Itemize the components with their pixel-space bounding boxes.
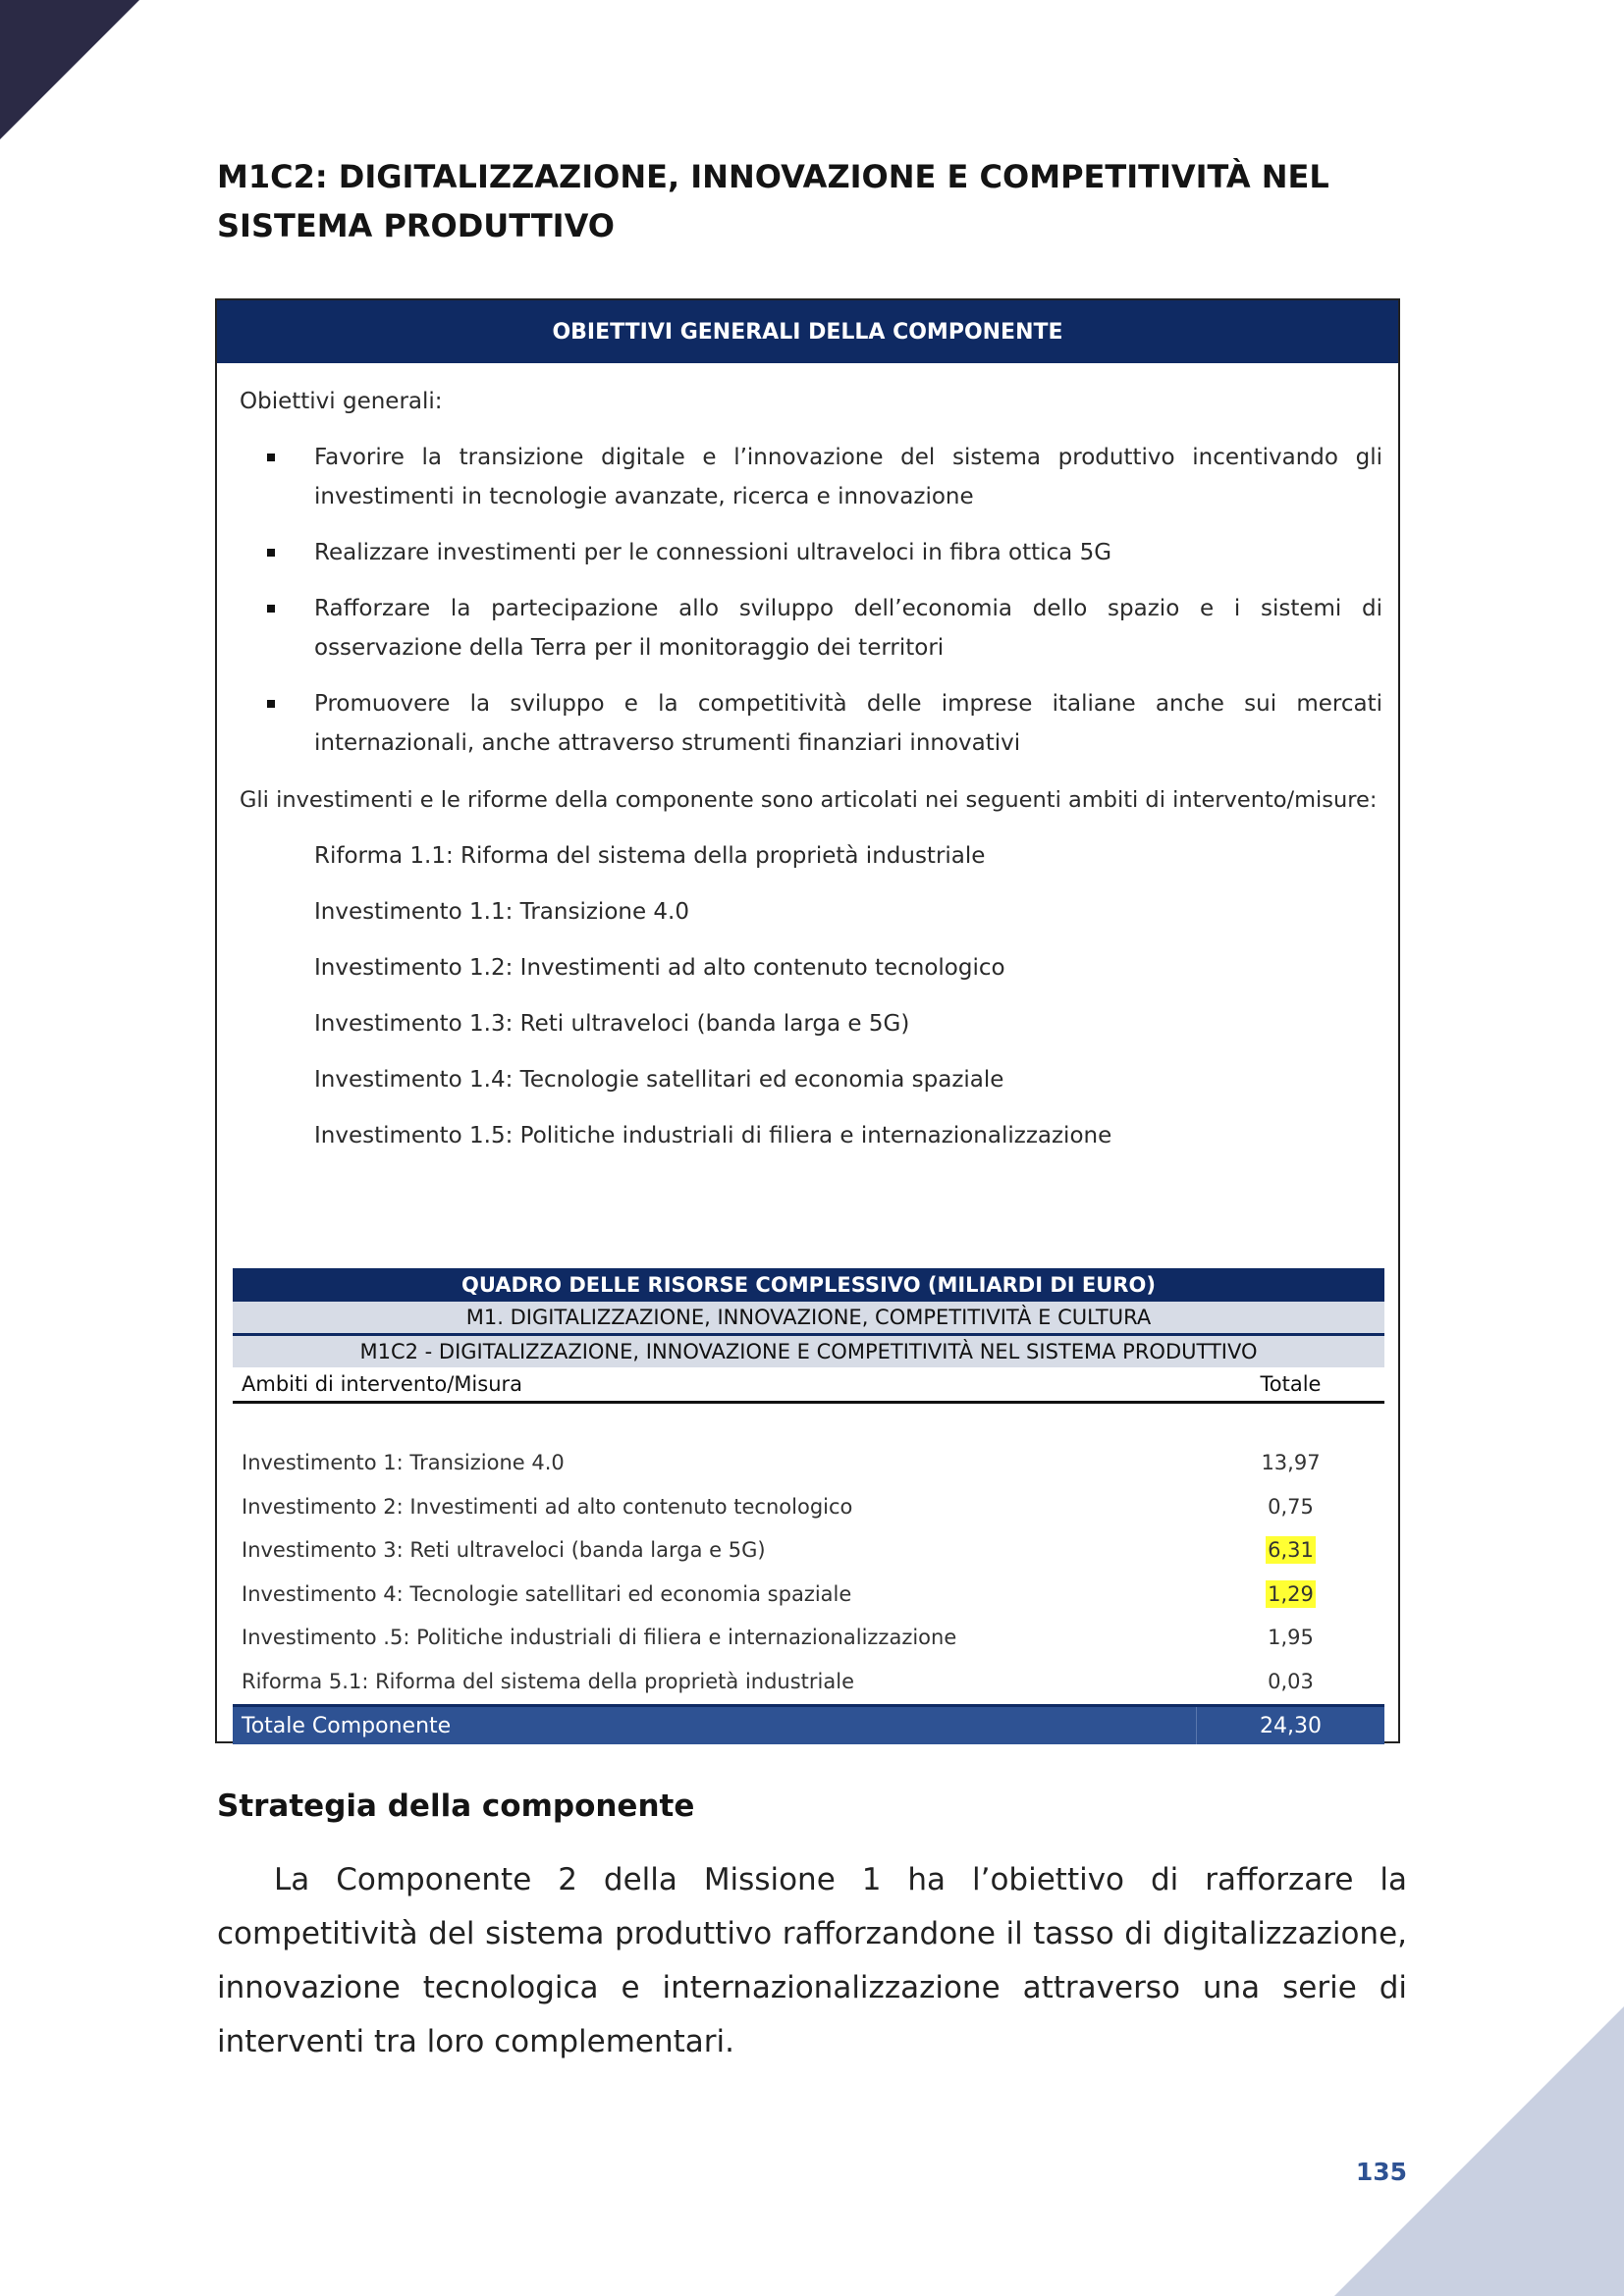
page-number: 135 bbox=[1355, 2158, 1407, 2186]
row-label: Riforma 5.1: Riforma del sistema della proprietà industriale bbox=[242, 1669, 855, 1693]
resources-rows bbox=[233, 1441, 1384, 1703]
table-row bbox=[233, 1660, 1384, 1704]
objective-bullet bbox=[240, 684, 1382, 763]
highlighted-value: 6,31 bbox=[1268, 1538, 1314, 1563]
objective-text: Rafforzare la partecipazione allo sviluppo dell’economia dello spazio e i sistemi di osservazione della Terra per il monitoraggio dei territori bbox=[314, 596, 1382, 661]
row-value bbox=[1197, 1582, 1384, 1606]
resources-mission: M1. DIGITALIZZAZIONE, INNOVAZIONE, COMPETITIVITÀ E CULTURA bbox=[233, 1302, 1384, 1336]
objectives-intro: Obiettivi generali: bbox=[240, 389, 443, 414]
measure-item: Riforma 1.1: Riforma del sistema della proprietà industriale bbox=[314, 843, 986, 869]
row-value-text: 0,03 bbox=[1268, 1669, 1314, 1693]
objectives-content bbox=[240, 381, 1382, 1171]
row-value bbox=[1197, 1538, 1384, 1562]
objective-text: Favorire la transizione digitale e l’innovazione del sistema produttivo incentivando gli investimenti in tecnologie avanzate, ricerca e innovazione bbox=[314, 445, 1382, 509]
row-value bbox=[1197, 1451, 1384, 1474]
table-row bbox=[233, 1573, 1384, 1617]
objectives-header: OBIETTIVI GENERALI DELLA COMPONENTE bbox=[217, 300, 1398, 363]
row-value-text: 13,97 bbox=[1261, 1451, 1321, 1475]
highlighted-value: 1,29 bbox=[1268, 1581, 1314, 1606]
column-totale: Totale bbox=[1260, 1372, 1322, 1396]
row-value bbox=[1197, 1626, 1384, 1649]
row-label: Investimento 2: Investimenti ad alto contenuto tecnologico bbox=[242, 1494, 853, 1519]
resources-component: M1C2 - DIGITALIZZAZIONE, INNOVAZIONE E COMPETITIVITÀ NEL SISTEMA PRODUTTIVO bbox=[233, 1336, 1384, 1367]
measures-intro: Gli investimenti e le riforme della componente sono articolati nei seguenti ambiti di intervento/misure: bbox=[240, 787, 1378, 813]
page-title: M1C2: DIGITALIZZAZIONE, INNOVAZIONE E COMPETITIVITÀ NEL SISTEMA PRODUTTIVO bbox=[217, 158, 1329, 244]
square-bullet-icon bbox=[267, 549, 275, 557]
row-label: Investimento .5: Politiche industriali di filiera e internazionalizzazione bbox=[242, 1626, 957, 1650]
measure-item: Investimento 1.5: Politiche industriali di filiera e internazionalizzazione bbox=[314, 1123, 1112, 1148]
total-label: Totale Componente bbox=[242, 1713, 452, 1738]
column-ambiti: Ambiti di intervento/Misura bbox=[242, 1372, 523, 1396]
row-value bbox=[1197, 1495, 1384, 1519]
table-row bbox=[233, 1485, 1384, 1529]
measure-item: Investimento 1.1: Transizione 4.0 bbox=[314, 899, 690, 925]
measure-item: Investimento 1.3: Reti ultraveloci (banda larga e 5G) bbox=[314, 1011, 910, 1037]
table-row bbox=[233, 1528, 1384, 1573]
row-value-text: 0,75 bbox=[1268, 1494, 1314, 1519]
total-value: 24,30 bbox=[1196, 1707, 1384, 1744]
measure-item: Investimento 1.2: Investimenti ad alto contenuto tecnologico bbox=[314, 955, 1005, 981]
measures-list bbox=[240, 835, 1382, 1156]
row-value-text: 1,95 bbox=[1268, 1626, 1314, 1650]
objective-bullet bbox=[240, 589, 1382, 667]
row-value bbox=[1197, 1670, 1384, 1693]
objectives-box bbox=[215, 298, 1400, 1743]
table-row bbox=[233, 1616, 1384, 1660]
measure-item: Investimento 1.4: Tecnologie satellitari ed economia spaziale bbox=[314, 1067, 1004, 1093]
square-bullet-icon bbox=[267, 605, 275, 613]
table-row bbox=[233, 1441, 1384, 1485]
strategy-paragraph: La Componente 2 della Missione 1 ha l’obiettivo di rafforzare la competitività del sistema produttivo rafforzandone il tasso di digitalizzazione, innovazione tecnologica e internazionalizzazione attraverso una serie di interventi tra loro complementari. bbox=[217, 1862, 1407, 2059]
resources-table bbox=[233, 1268, 1384, 1744]
objective-text: Promuovere la sviluppo e la competitività delle imprese italiane anche sui mercati internazionali, anche attraverso strumenti finanziari innovativi bbox=[314, 691, 1382, 756]
row-label: Investimento 3: Reti ultraveloci (banda larga e 5G) bbox=[242, 1538, 766, 1563]
resources-column-header bbox=[233, 1367, 1384, 1404]
square-bullet-icon bbox=[267, 454, 275, 461]
total-row bbox=[233, 1704, 1384, 1744]
row-label: Investimento 4: Tecnologie satellitari ed economia spaziale bbox=[242, 1581, 852, 1606]
objectives-bullet-list bbox=[240, 438, 1382, 763]
corner-decoration-top-left bbox=[0, 0, 139, 139]
section-title: Strategia della componente bbox=[217, 1789, 695, 1824]
objective-text: Realizzare investimenti per le connessioni ultraveloci in fibra ottica 5G bbox=[314, 540, 1112, 565]
objective-bullet bbox=[240, 533, 1382, 572]
row-label: Investimento 1: Transizione 4.0 bbox=[242, 1451, 565, 1475]
objective-bullet bbox=[240, 438, 1382, 516]
square-bullet-icon bbox=[267, 700, 275, 708]
resources-title: QUADRO DELLE RISORSE COMPLESSIVO (MILIARDI DI EURO) bbox=[233, 1268, 1384, 1302]
